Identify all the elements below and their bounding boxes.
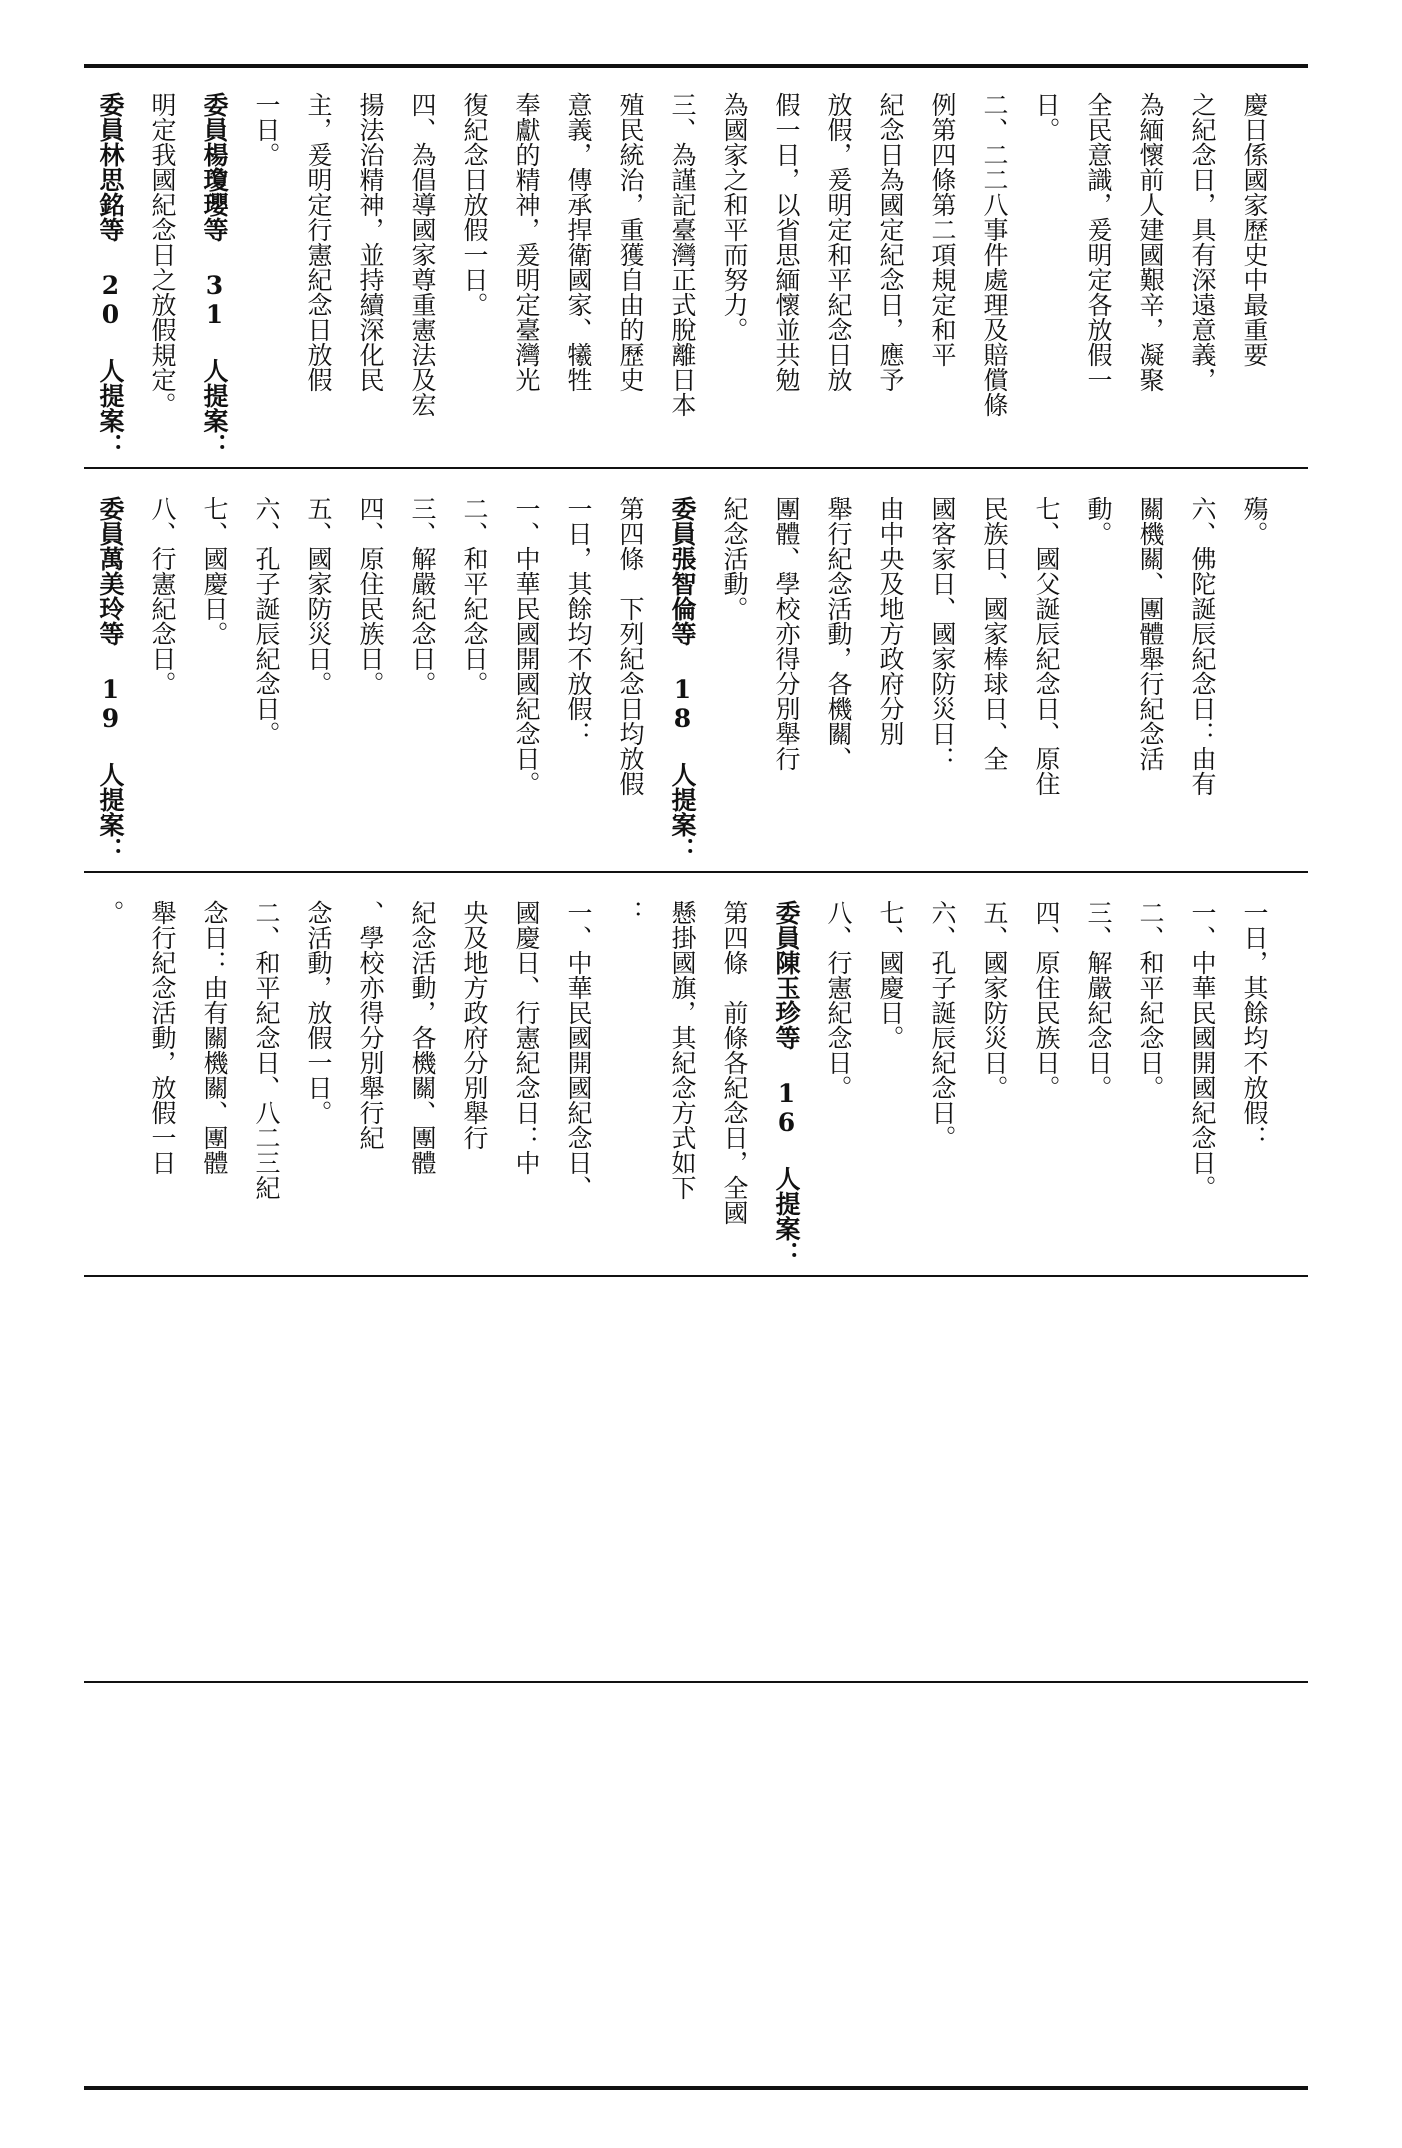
text-line: 念活動，放假一日。 (304, 900, 333, 1125)
text-line: 一、中華民國開國紀念日。 (1188, 900, 1217, 1200)
text-line: 殖民統治，重獲自由的歷史 (616, 92, 645, 392)
text-line: 放假，爰明定和平紀念日放 (824, 92, 853, 392)
text-line: 假一日，以省思緬懷並共勉 (772, 92, 801, 392)
text-line: 奉獻的精神，爰明定臺灣光 (512, 92, 541, 392)
text-line: 日。 (1032, 92, 1061, 142)
text-line: 全民意識，爰明定各放假一 (1084, 92, 1113, 392)
text-band-3 (84, 878, 1308, 1272)
text-line: 八、行憲紀念日。 (824, 900, 853, 1100)
band-3-text (84, 878, 1280, 1266)
proposal-heading: 委員楊瓊瓔等 31 人提案： (200, 92, 229, 458)
proposal-heading: 委員陳玉珍等 16 人提案： (772, 900, 801, 1266)
divider-rule-4 (84, 1681, 1308, 1683)
proposal-heading: 委員張智倫等 18 人提案： (668, 496, 697, 862)
text-band-5-empty (84, 1688, 1308, 2084)
text-line: 國慶日、行憲紀念日：中 (512, 900, 541, 1175)
text-line: 四、原住民族日。 (356, 496, 385, 696)
text-line: 六、孔子誕辰紀念日。 (928, 900, 957, 1150)
text-line: 為國家之和平而努力。 (720, 92, 749, 342)
text-band-2 (84, 474, 1308, 868)
text-band-4-empty (84, 1282, 1308, 1678)
text-line: 為緬懷前人建國艱辛，凝聚 (1136, 92, 1165, 392)
text-line: 紀念活動。 (720, 496, 749, 621)
text-line: 關機關、團體舉行紀念活 (1136, 496, 1165, 771)
text-line: 團體、學校亦得分別舉行 (772, 496, 801, 771)
text-line: 五、國家防災日。 (304, 496, 333, 696)
text-line: 念日：由有關機關、團體 (200, 900, 229, 1175)
text-line: 一、中華民國開國紀念日、 (564, 900, 593, 1200)
text-line: 由中央及地方政府分別 (876, 496, 905, 746)
text-line: 民族日、國家棒球日、全 (980, 496, 1009, 771)
text-line: 央及地方政府分別舉行 (460, 900, 489, 1150)
band-1-text (84, 70, 1280, 458)
text-line: 。 (96, 900, 125, 925)
band-2-text (84, 474, 1280, 862)
text-line: 六、孔子誕辰紀念日。 (252, 496, 281, 746)
text-line: 之紀念日，具有深遠意義， (1188, 92, 1217, 392)
text-line: 懸掛國旗，其紀念方式如下 (668, 900, 697, 1200)
text-line: 紀念活動，各機關、團體 (408, 900, 437, 1175)
text-line: 動。 (1084, 496, 1113, 546)
text-line: 一日。 (252, 92, 281, 167)
text-line: 三、解嚴紀念日。 (408, 496, 437, 696)
bottom-rule (84, 2086, 1308, 2090)
text-line: 三、解嚴紀念日。 (1084, 900, 1113, 1100)
text-line: 復紀念日放假一日。 (460, 92, 489, 317)
top-rule (84, 64, 1308, 68)
text-line: 第四條 前條各紀念日，全國 (720, 900, 749, 1225)
text-line: 舉行紀念活動，各機關、 (824, 496, 853, 771)
text-line: 一日，其餘均不放假： (564, 496, 593, 746)
text-line: 五、國家防災日。 (980, 900, 1009, 1100)
proposal-heading: 委員林思銘等 20 人提案： (96, 92, 125, 458)
proposal-heading: 委員萬美玲等 19 人提案： (96, 496, 125, 862)
divider-rule-1 (84, 467, 1308, 469)
text-line: 二、二二八事件處理及賠償條 (980, 92, 1009, 417)
text-line: 明定我國紀念日之放假規定。 (148, 92, 177, 417)
text-line: 一、中華民國開國紀念日。 (512, 496, 541, 796)
text-line: 七、國慶日。 (876, 900, 905, 1050)
text-line: 七、國父誕辰紀念日、原住 (1032, 496, 1061, 796)
text-line: 第四條 下列紀念日均放假 (616, 496, 645, 796)
text-line: 四、為倡導國家尊重憲法及宏 (408, 92, 437, 417)
text-line: 二、和平紀念日。 (1136, 900, 1165, 1100)
text-line: 、學校亦得分別舉行紀 (356, 900, 385, 1150)
text-line: 慶日係國家歷史中最重要 (1240, 92, 1269, 367)
text-line: 主，爰明定行憲紀念日放假 (304, 92, 333, 392)
text-line: 例第四條第二項規定和平 (928, 92, 957, 367)
divider-rule-3 (84, 1275, 1308, 1277)
text-line: 六、佛陀誕辰紀念日：由有 (1188, 496, 1217, 796)
text-line: 四、原住民族日。 (1032, 900, 1061, 1100)
text-line: 二、和平紀念日。 (460, 496, 489, 696)
text-line: 一日，其餘均不放假： (1240, 900, 1269, 1150)
text-line: 八、行憲紀念日。 (148, 496, 177, 696)
text-line: 二、和平紀念日、八二三紀 (252, 900, 281, 1200)
text-line: 紀念日為國定紀念日，應予 (876, 92, 905, 392)
text-line: 意義，傳承捍衛國家、犧牲 (564, 92, 593, 392)
text-line: 揚法治精神，並持續深化民 (356, 92, 385, 392)
text-line: 三、為謹記臺灣正式脫離日本 (668, 92, 697, 417)
divider-rule-2 (84, 871, 1308, 873)
text-line: ： (616, 900, 645, 925)
text-line: 殤。 (1240, 496, 1269, 546)
text-line: 七、國慶日。 (200, 496, 229, 646)
text-line: 舉行紀念活動，放假一日 (148, 900, 177, 1175)
text-band-1 (84, 70, 1308, 464)
text-line: 國客家日、國家防災日： (928, 496, 957, 771)
